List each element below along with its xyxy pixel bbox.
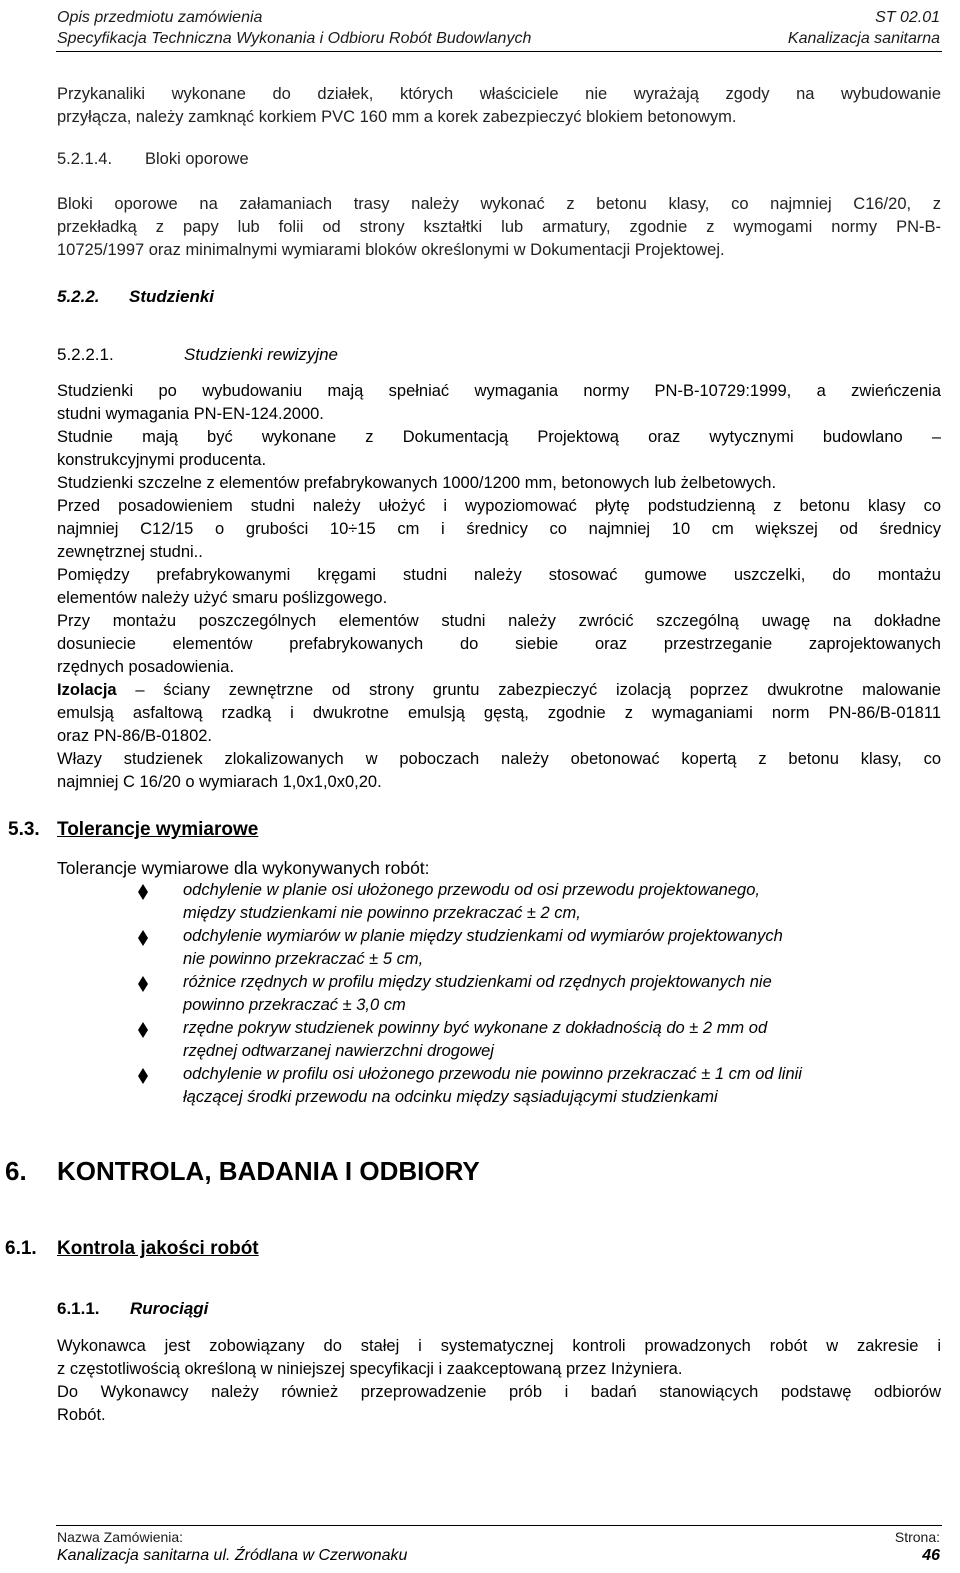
section-5221-heading — [57, 345, 339, 365]
header-left-line2: Specyfikacja Techniczna Wykonania i Odbioru Robót Budowlanych — [57, 30, 532, 47]
section-5214-number: 5.2.1.4. — [57, 150, 113, 168]
footer-right-label: Strona: — [894, 1529, 940, 1545]
header-left-line1: Opis przedmiotu zamówienia — [57, 9, 263, 26]
diamond-bullet-icon — [137, 1022, 149, 1038]
izolacja-line-1-rest: – ściany zewnętrzne od strony gruntu zabezpieczyć izolacją poprzez dwukrotne malowanie — [116, 681, 941, 699]
section-611-heading — [57, 1299, 209, 1319]
tolerance-item-2-line-1: odchylenie wymiarów w planie między studzienkami od wymiarów projektowanych — [183, 927, 783, 945]
section-5214-line-2: przekładką z papy lub folii od strony kształtki lub armatury, zgodnie z wymogami normy PN-B- — [57, 218, 941, 236]
tolerance-item-2-line-2: nie powinno przekraczać ± 5 cm, — [183, 950, 424, 968]
izolacja-bold-label: Izolacja — [57, 681, 117, 699]
section-522-title: Studzienki — [129, 287, 215, 306]
footer-rule — [56, 1525, 942, 1526]
section-5221-body — [57, 380, 941, 794]
section-53-heading — [8, 819, 259, 841]
s5221-p6-line-2: dosuniecie elementów prefabrykowanych do siebie oraz przestrzeganie zaprojektowanych — [57, 635, 941, 653]
section-5214-line-3: 10725/1997 oraz minimalnymi wymiarami bloków określonymi w Dokumentacji Projektowej. — [57, 241, 725, 259]
s5221-p1-line-2: studni wymagania PN-EN-124.2000. — [57, 405, 324, 423]
tolerance-item-1-line-2: między studzienkami nie powinno przekraczać ± 2 cm, — [183, 904, 581, 922]
s5221-p6-line-1: Przy montażu poszczególnych elementów studni należy zwrócić szczególną uwagę na dokładne — [57, 612, 941, 630]
page-number: 46 — [922, 1547, 940, 1564]
s5221-p4-line-3: zewnętrznej studni.. — [57, 543, 203, 561]
section-5214-title: Bloki oporowe — [145, 150, 249, 168]
s5221-p2-line-2: konstrukcyjnymi producenta. — [57, 451, 267, 469]
intro-line-1: Przykanaliki wykonane do działek, których właściciele nie wyrażają zgody na wybudowanie — [57, 85, 941, 103]
section-61-heading — [5, 1238, 259, 1260]
section-5214-paragraph — [57, 193, 941, 262]
s5221-p4-line-1: Przed posadowieniem studni należy ułożyć i wypoziomować płytę podstudzienną z betonu klasy co — [57, 497, 941, 515]
s611-p2-line-1: Do Wykonawcy należy również przeprowadzenie prób i badań stanowiących podstawę odbiorów — [57, 1383, 941, 1401]
header-rule — [56, 51, 942, 52]
s611-p1-line-1: Wykonawca jest zobowiązany do stałej i systematycznej kontroli prowadzonych robót w zakresie i — [57, 1337, 941, 1355]
section-522-heading — [57, 287, 215, 307]
s611-p2-line-2: Robót. — [57, 1406, 106, 1424]
s611-p1-line-2: z częstotliwością określoną w niniejszej specyfikacji i zaakceptowaną przez Inżyniera. — [57, 1360, 683, 1378]
diamond-bullet-icon — [137, 976, 149, 992]
section-53-number: 5.3. — [8, 819, 40, 840]
diamond-bullet-icon — [137, 1068, 149, 1084]
s5221-p3-line-1: Studzienki szczelne z elementów prefabrykowanych 1000/1200 mm, betonowych lub żelbetowych. — [57, 474, 777, 492]
section-5214-heading — [57, 150, 249, 169]
tolerance-item — [183, 1017, 923, 1063]
tolerance-item — [183, 971, 923, 1017]
header-right-line1: ST 02.01 — [875, 9, 940, 26]
s5221-p5-line-2: elementów należy użyć smaru poślizgowego. — [57, 589, 388, 607]
tolerance-item-4-line-1: rzędne pokryw studzienek powinny być wykonane z dokładnością do ± 2 mm od — [183, 1019, 768, 1037]
section-61-number: 6.1. — [5, 1238, 37, 1259]
section-6-number: 6. — [5, 1156, 27, 1186]
footer-left-label: Nazwa Zamówienia: — [57, 1529, 184, 1545]
tolerance-item-5-line-2: łączącej środki przewodu na odcinku między sąsiadującymi studzienkami — [183, 1088, 718, 1106]
section-6-heading — [5, 1156, 480, 1187]
s5221-p7-line-1 — [57, 679, 941, 702]
section-611-body — [57, 1335, 941, 1427]
tolerance-item-3-line-2: powinno przekraczać ± 3,0 cm — [183, 996, 406, 1014]
footer-left-value: Kanalizacja sanitarna ul. Źródlana w Czerwonaku — [57, 1547, 408, 1564]
diamond-bullet-icon — [137, 930, 149, 946]
s5221-p4-line-2: najmniej C12/15 o grubości 10÷15 cm i średnicy co najmniej 10 cm większej od średnicy — [57, 520, 941, 538]
diamond-bullet-icon — [137, 884, 149, 900]
tolerance-item-3-line-1: różnice rzędnych w profilu między studzienkami od rzędnych projektowanych nie — [183, 973, 772, 991]
intro-line-2: przyłącza, należy zamknąć korkiem PVC 160 mm a korek zabezpieczyć blokiem betonowym. — [57, 108, 737, 126]
tolerance-item — [183, 925, 923, 971]
s5221-p8-line-2: najmniej C 16/20 o wymiarach 1,0x1,0x0,20. — [57, 773, 382, 791]
tolerance-item-5-line-1: odchylenie w profilu osi ułożonego przewodu nie powinno przekraczać ± 1 cm od linii — [183, 1065, 802, 1083]
tolerance-item — [183, 879, 923, 925]
s5221-p8-line-1: Włazy studzienek zlokalizowanych w poboczach należy obetonować kopertą z betonu klasy, co — [57, 750, 941, 768]
s5221-p1-line-1: Studzienki po wybudowaniu mają spełniać wymagania normy PN-B-10729:1999, a zwieńczenia — [57, 382, 941, 400]
tolerance-item — [183, 1063, 923, 1109]
s5221-p2-line-1: Studnie mają być wykonane z Dokumentacją Projektową oraz wytycznymi budowlano – — [57, 428, 941, 446]
section-5214-line-1: Bloki oporowe na załamaniach trasy należy wykonać z betonu klasy, co najmniej C16/20, z — [57, 195, 941, 213]
section-611-number: 6.1.1. — [57, 1299, 100, 1318]
s5221-p6-line-3: rzędnych posadowienia. — [57, 658, 235, 676]
section-5221-title: Studzienki rewizyjne — [184, 345, 339, 364]
s5221-p7-line-3: oraz PN-86/B-01802. — [57, 727, 213, 745]
section-53-intro: Tolerancje wymiarowe dla wykonywanych robót: — [57, 858, 430, 878]
section-5221-number: 5.2.2.1. — [57, 345, 114, 364]
s5221-p5-line-1: Pomiędzy prefabrykowanymi kręgami studni należy stosować gumowe uszczelki, do montażu — [57, 566, 941, 584]
section-611-title: Rurociągi — [130, 1299, 209, 1318]
tolerance-item-1-line-1: odchylenie w planie osi ułożonego przewodu od osi przewodu projektowanego, — [183, 881, 760, 899]
header-right-line2: Kanalizacja sanitarna — [787, 30, 940, 47]
tolerance-item-4-line-2: rzędnej odtwarzanej nawierzchni drogowej — [183, 1042, 494, 1060]
intro-paragraph — [57, 83, 941, 129]
section-522-number: 5.2.2. — [57, 287, 100, 306]
section-53-title: Tolerancje wymiarowe — [57, 819, 259, 840]
section-6-title: KONTROLA, BADANIA I ODBIORY — [57, 1156, 480, 1186]
section-61-title: Kontrola jakości robót — [57, 1238, 259, 1259]
s5221-p7-line-2: emulsją asfaltową rzadką i dwukrotne emulsją gęstą, zgodnie z wymaganiami norm PN-86/B-01811 — [57, 704, 941, 722]
